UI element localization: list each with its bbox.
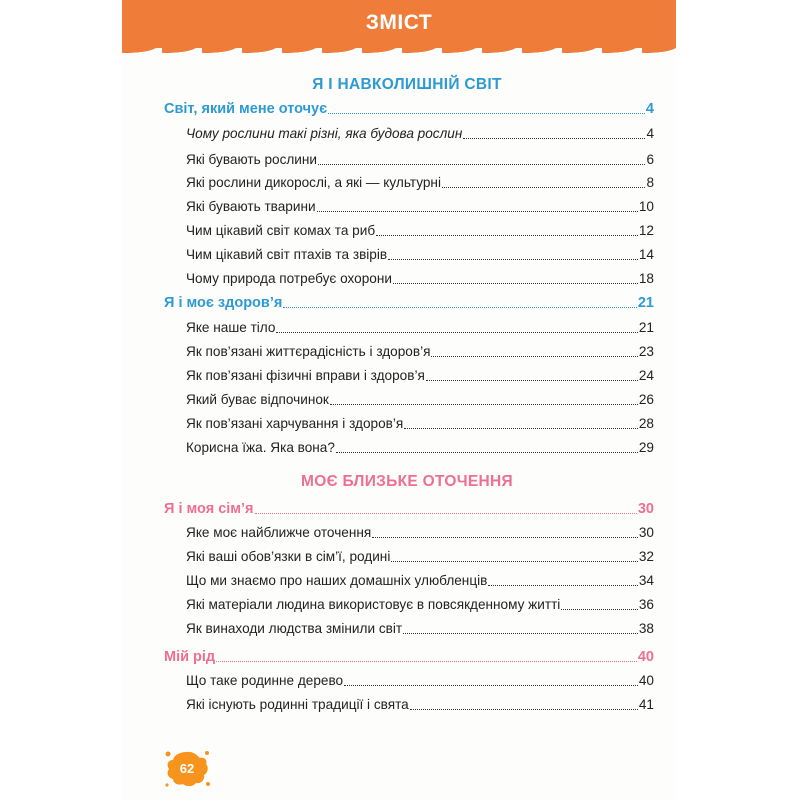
toc-item[interactable]: Чим цікавий світ комах та риб 12 — [186, 223, 654, 238]
toc-item[interactable]: Які ваші обов’язки в сім’ї, родині 32 — [186, 549, 654, 564]
section-heading-world: Я І НАВКОЛИШНІЙ СВІТ — [312, 76, 502, 93]
toc-item[interactable]: Яке моє найближче оточення 30 — [186, 525, 654, 540]
section-heading-surroundings: МОЄ БЛИЗЬКЕ ОТОЧЕННЯ — [301, 473, 513, 490]
toc-item[interactable]: Який буває відпочинок 26 — [186, 392, 654, 407]
toc-group-world-around[interactable]: Світ, який мене оточує 4 — [164, 101, 654, 117]
toc-item[interactable]: Чому природа потребує охорони 18 — [186, 271, 654, 286]
page-number: 62 — [179, 761, 195, 776]
toc-item[interactable]: Які матеріали людина використовує в повсякденному житті 36 — [186, 597, 654, 612]
toc-item[interactable]: Які рослини дикорослі, а які — культурні 8 — [186, 175, 654, 190]
toc-item[interactable]: Як пов’язані харчування і здоров’я 28 — [186, 416, 654, 431]
toc-item[interactable]: Що таке родинне дерево 40 — [186, 673, 654, 688]
toc-item[interactable]: Чим цікавий світ птахів та звірів 14 — [186, 247, 654, 262]
toc-item[interactable]: Як винаходи людства змінили світ 38 — [186, 621, 654, 636]
toc-group-health[interactable]: Я і моє здоров’я 21 — [164, 295, 654, 311]
toc-item[interactable]: Що ми знаємо про наших домашніх улюбленців 34 — [186, 573, 654, 588]
toc-item[interactable]: Як пов’язані фізичні вправи і здоров’я 24 — [186, 368, 654, 383]
page-number-badge — [164, 748, 210, 788]
toc-item[interactable]: Як пов’язані життєрадісність і здоров’я 23 — [186, 344, 654, 359]
toc-page — [122, 0, 676, 800]
toc-group-family[interactable]: Я і моя сім’я 30 — [164, 501, 654, 517]
page-title: ЗМІСТ — [365, 11, 433, 34]
header-banner — [122, 0, 676, 48]
toc-group-kin[interactable]: Мій рід 40 — [164, 649, 654, 665]
toc-item[interactable]: Які існують родинні традиції і свята 41 — [186, 697, 654, 712]
toc-item[interactable]: Корисна їжа. Яка вона? 29 — [186, 440, 654, 455]
toc-item[interactable]: Чому рослини такі різні, яка будова рослин 4 — [186, 126, 654, 141]
toc-item[interactable]: Яке наше тіло 21 — [186, 320, 654, 335]
toc-item[interactable]: Які бувають тварини 10 — [186, 199, 654, 214]
toc-item[interactable]: Які бувають рослини 6 — [186, 152, 654, 167]
